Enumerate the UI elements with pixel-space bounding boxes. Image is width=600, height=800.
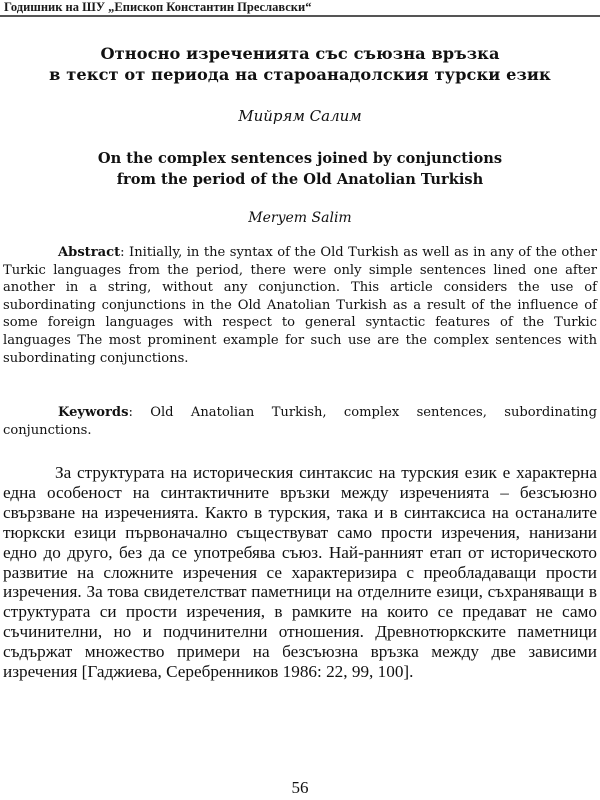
article-title-english xyxy=(0,148,600,190)
keywords-label: Keywords xyxy=(58,405,129,420)
title-en-line-2: from the period of the Old Anatolian Turkish xyxy=(116,171,484,188)
author-name-bulgarian: Мийрям Салим xyxy=(238,107,362,125)
header-rule xyxy=(0,15,600,17)
abstract-label: Abstract xyxy=(58,245,121,260)
abstract-paragraph xyxy=(3,244,597,367)
keywords-text: : Old Anatolian Turkish, complex sentences, subordinating conjunctions. xyxy=(3,405,597,438)
title-bg-line-1: Относно изреченията със съюзна връзка xyxy=(100,44,500,63)
title-bg-line-2: в текст от периода на староанадолския турски език xyxy=(49,65,551,84)
body-paragraph: За структурата на историческия синтаксис на турския език е характерна една особеност на синтактичните връзки между изреченията – безсъюзно свързване на изреченията. Както в турския, така и в синтаксиса на останалите тюркски езици първоначално съществуват само прости изречения, нанизани едно до друго, без да се употребява съюз. Най-ранният етап от историческото развитие на сложните изречения се характеризира с преобладаващи прости изречения. За това свидетелстват паметници на отделните езици, съхраняващи в структурата си прости изречения, в рамките на които се предават не само съчинителни, но и подчинителни отношения. Древнотюркските паметници съдържат множество примери на безсъюзна връзка между две зависими изречения [Гаджиева, Серебренников 1986: 22, 99, 100]. xyxy=(3,463,597,682)
running-header: Годишник на ШУ „Епископ Константин Преславски“ xyxy=(4,0,312,14)
page-number: 56 xyxy=(291,778,309,797)
title-en-line-1: On the complex sentences joined by conjunctions xyxy=(97,150,503,167)
keywords-paragraph xyxy=(3,404,597,439)
abstract-text: : Initially, in the syntax of the Old Turkish as well as in any of the other Turkic languages from the period, there were only simple sentences lined one after another in a string, without any conjunction. This article considers the use of subordinating conjunctions in the Old Anatolian Turkish as a result of the influence of some foreign languages with respect to general syntactic features of the Turkic languages The most prominent example for such use are the complex sentences with subordinating conjunctions. xyxy=(3,245,597,366)
author-name-english: Meryem Salim xyxy=(248,210,352,226)
article-title-bulgarian xyxy=(0,43,600,85)
